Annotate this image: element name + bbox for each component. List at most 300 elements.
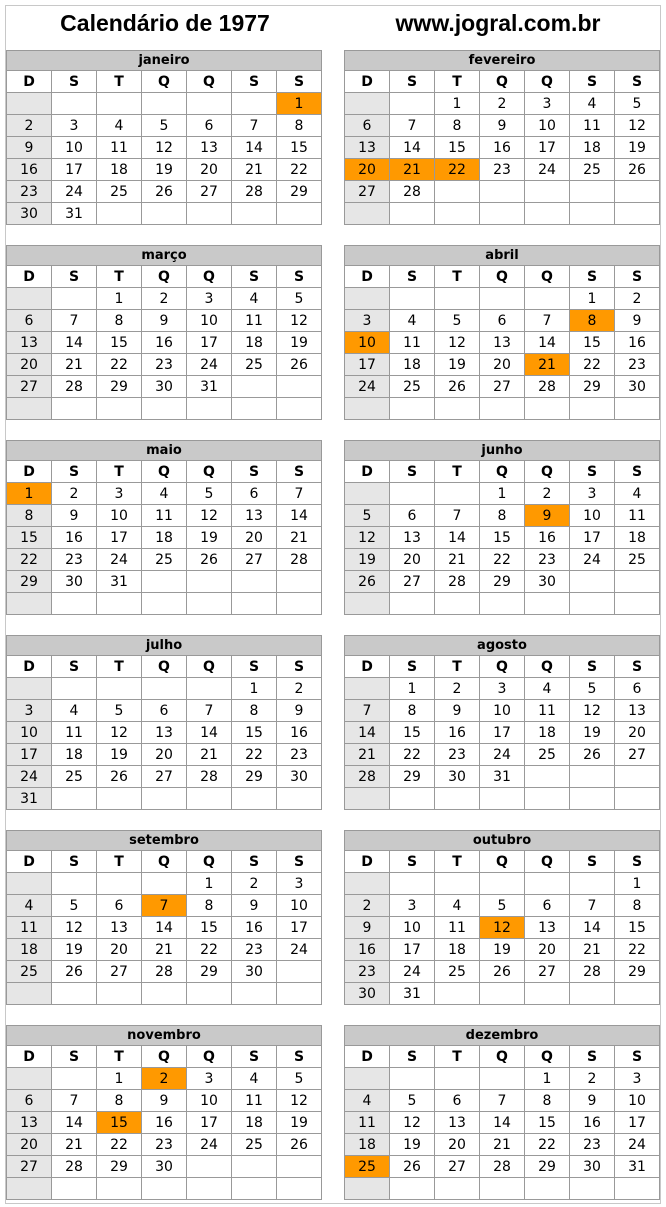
day-cell: 3 xyxy=(277,873,322,895)
day-cell: 21 xyxy=(232,159,277,181)
day-cell: 15 xyxy=(7,527,52,549)
site-url: www.jogral.com.br xyxy=(395,10,601,36)
week-row xyxy=(7,1112,322,1134)
weekday-label: D xyxy=(7,851,52,873)
weekday-label: Q xyxy=(525,851,570,873)
month-table xyxy=(6,1025,322,1200)
day-cell: 27 xyxy=(187,181,232,203)
week-row xyxy=(345,93,660,115)
day-cell: 7 xyxy=(480,1090,525,1112)
week-row xyxy=(345,288,660,310)
empty-day-cell xyxy=(97,398,142,420)
month-table xyxy=(344,50,660,225)
weekday-label: S xyxy=(52,851,97,873)
week-row xyxy=(345,917,660,939)
day-cell: 11 xyxy=(570,115,615,137)
day-cell: 3 xyxy=(187,1068,232,1090)
empty-day-cell xyxy=(480,181,525,203)
day-cell: 14 xyxy=(570,917,615,939)
empty-day-cell xyxy=(52,873,97,895)
empty-day-cell xyxy=(7,1178,52,1200)
empty-day-cell xyxy=(435,398,480,420)
day-cell: 24 xyxy=(480,744,525,766)
day-cell: 18 xyxy=(142,527,187,549)
weekday-label: D xyxy=(7,1046,52,1068)
day-cell: 5 xyxy=(615,93,660,115)
day-cell: 6 xyxy=(390,505,435,527)
day-cell: 9 xyxy=(277,700,322,722)
day-cell: 27 xyxy=(435,1156,480,1178)
day-cell: 1 xyxy=(97,1068,142,1090)
day-cell: 19 xyxy=(277,1112,322,1134)
holiday-day-cell: 21 xyxy=(525,354,570,376)
weekday-label: D xyxy=(345,461,390,483)
day-cell: 2 xyxy=(525,483,570,505)
day-cell: 25 xyxy=(525,744,570,766)
week-row xyxy=(345,354,660,376)
empty-day-cell xyxy=(615,571,660,593)
day-cell: 27 xyxy=(480,376,525,398)
empty-day-cell xyxy=(525,1178,570,1200)
day-cell: 7 xyxy=(570,895,615,917)
day-cell: 28 xyxy=(142,961,187,983)
day-cell: 5 xyxy=(435,310,480,332)
empty-day-cell xyxy=(525,203,570,225)
empty-day-cell xyxy=(97,203,142,225)
day-cell: 22 xyxy=(277,159,322,181)
empty-day-cell xyxy=(390,483,435,505)
empty-day-cell xyxy=(390,873,435,895)
weekday-label: T xyxy=(97,266,142,288)
week-row xyxy=(7,571,322,593)
empty-day-cell xyxy=(480,788,525,810)
weekday-label: S xyxy=(390,1046,435,1068)
day-cell: 18 xyxy=(7,939,52,961)
month-maio xyxy=(6,440,322,615)
day-cell: 28 xyxy=(187,766,232,788)
weekday-label: S xyxy=(232,851,277,873)
day-cell: 2 xyxy=(277,678,322,700)
week-row xyxy=(7,505,322,527)
empty-day-cell xyxy=(52,983,97,1005)
empty-day-cell xyxy=(7,288,52,310)
week-row xyxy=(7,1090,322,1112)
day-cell: 7 xyxy=(232,115,277,137)
empty-day-cell xyxy=(615,983,660,1005)
day-cell: 25 xyxy=(232,354,277,376)
weekday-label: S xyxy=(52,266,97,288)
empty-day-cell xyxy=(7,593,52,615)
day-cell: 7 xyxy=(277,483,322,505)
day-cell: 26 xyxy=(390,1156,435,1178)
day-cell: 7 xyxy=(525,310,570,332)
day-cell: 29 xyxy=(97,1156,142,1178)
day-cell: 4 xyxy=(570,93,615,115)
day-cell: 17 xyxy=(187,1112,232,1134)
day-cell: 28 xyxy=(480,1156,525,1178)
month-name: janeiro xyxy=(7,51,322,71)
day-cell: 22 xyxy=(7,549,52,571)
empty-day-cell xyxy=(345,288,390,310)
day-cell: 16 xyxy=(480,137,525,159)
empty-day-cell xyxy=(345,398,390,420)
week-row xyxy=(345,483,660,505)
empty-day-cell xyxy=(277,1156,322,1178)
day-cell: 15 xyxy=(277,137,322,159)
day-cell: 13 xyxy=(142,722,187,744)
day-cell: 16 xyxy=(232,917,277,939)
day-cell: 18 xyxy=(97,159,142,181)
day-cell: 16 xyxy=(142,1112,187,1134)
empty-day-cell xyxy=(390,288,435,310)
day-cell: 22 xyxy=(390,744,435,766)
day-cell: 4 xyxy=(525,678,570,700)
day-cell: 25 xyxy=(142,549,187,571)
day-cell: 4 xyxy=(345,1090,390,1112)
empty-day-cell xyxy=(390,1068,435,1090)
day-cell: 20 xyxy=(525,939,570,961)
day-cell: 22 xyxy=(570,354,615,376)
day-cell: 6 xyxy=(187,115,232,137)
empty-day-cell xyxy=(435,593,480,615)
day-cell: 15 xyxy=(232,722,277,744)
empty-day-cell xyxy=(525,181,570,203)
weekday-label: S xyxy=(232,71,277,93)
holiday-day-cell: 21 xyxy=(390,159,435,181)
month-name: julho xyxy=(7,636,322,656)
weekday-label: S xyxy=(52,656,97,678)
day-cell: 14 xyxy=(142,917,187,939)
empty-day-cell xyxy=(232,983,277,1005)
day-cell: 24 xyxy=(187,354,232,376)
weekday-label: S xyxy=(570,266,615,288)
empty-day-cell xyxy=(570,873,615,895)
day-cell: 22 xyxy=(480,549,525,571)
empty-day-cell xyxy=(390,788,435,810)
day-cell: 22 xyxy=(97,1134,142,1156)
weekday-label: S xyxy=(390,266,435,288)
day-cell: 12 xyxy=(615,115,660,137)
weekday-label: Q xyxy=(142,1046,187,1068)
day-cell: 5 xyxy=(277,1068,322,1090)
week-row xyxy=(7,678,322,700)
month-name: abril xyxy=(345,246,660,266)
week-row xyxy=(7,766,322,788)
day-cell: 2 xyxy=(7,115,52,137)
day-cell: 19 xyxy=(570,722,615,744)
day-cell: 29 xyxy=(390,766,435,788)
month-table xyxy=(6,440,322,615)
month-junho xyxy=(344,440,660,615)
weekday-label: D xyxy=(7,71,52,93)
day-cell: 1 xyxy=(390,678,435,700)
weekday-label: S xyxy=(615,1046,660,1068)
holiday-day-cell: 8 xyxy=(570,310,615,332)
day-cell: 7 xyxy=(345,700,390,722)
day-cell: 28 xyxy=(435,571,480,593)
day-cell: 28 xyxy=(570,961,615,983)
week-row xyxy=(345,895,660,917)
holiday-day-cell: 25 xyxy=(345,1156,390,1178)
week-row xyxy=(345,766,660,788)
empty-day-cell xyxy=(480,983,525,1005)
week-row xyxy=(7,983,322,1005)
empty-day-cell xyxy=(570,1178,615,1200)
weekday-label: T xyxy=(435,851,480,873)
day-cell: 9 xyxy=(435,700,480,722)
day-cell: 13 xyxy=(390,527,435,549)
day-cell: 24 xyxy=(187,1134,232,1156)
weekday-label: S xyxy=(390,851,435,873)
day-cell: 13 xyxy=(97,917,142,939)
day-cell: 19 xyxy=(142,159,187,181)
empty-day-cell xyxy=(187,678,232,700)
weekday-label: S xyxy=(277,71,322,93)
week-row xyxy=(345,310,660,332)
day-cell: 30 xyxy=(345,983,390,1005)
day-cell: 24 xyxy=(525,159,570,181)
empty-day-cell xyxy=(277,376,322,398)
day-cell: 6 xyxy=(232,483,277,505)
day-cell: 3 xyxy=(390,895,435,917)
weekday-label: T xyxy=(97,1046,142,1068)
day-cell: 25 xyxy=(97,181,142,203)
day-cell: 5 xyxy=(142,115,187,137)
empty-day-cell xyxy=(97,983,142,1005)
week-row xyxy=(7,203,322,225)
empty-day-cell xyxy=(232,1156,277,1178)
day-cell: 4 xyxy=(7,895,52,917)
week-row xyxy=(345,159,660,181)
day-cell: 7 xyxy=(52,310,97,332)
week-row xyxy=(7,376,322,398)
weekday-label: Q xyxy=(187,1046,232,1068)
day-cell: 29 xyxy=(615,961,660,983)
day-cell: 16 xyxy=(435,722,480,744)
day-cell: 29 xyxy=(7,571,52,593)
day-cell: 9 xyxy=(232,895,277,917)
day-cell: 14 xyxy=(525,332,570,354)
weekday-label: S xyxy=(390,461,435,483)
weekday-label: Q xyxy=(187,656,232,678)
weekday-label: T xyxy=(435,656,480,678)
day-cell: 8 xyxy=(615,895,660,917)
day-cell: 10 xyxy=(480,700,525,722)
week-row xyxy=(345,1112,660,1134)
day-cell: 26 xyxy=(345,571,390,593)
day-cell: 21 xyxy=(277,527,322,549)
day-cell: 26 xyxy=(277,354,322,376)
day-cell: 30 xyxy=(277,766,322,788)
day-cell: 17 xyxy=(570,527,615,549)
day-cell: 13 xyxy=(480,332,525,354)
day-cell: 16 xyxy=(142,332,187,354)
empty-day-cell xyxy=(277,593,322,615)
week-row xyxy=(7,961,322,983)
day-cell: 17 xyxy=(390,939,435,961)
empty-day-cell xyxy=(187,1178,232,1200)
day-cell: 8 xyxy=(187,895,232,917)
day-cell: 4 xyxy=(142,483,187,505)
empty-day-cell xyxy=(187,593,232,615)
weekday-label: T xyxy=(435,71,480,93)
empty-day-cell xyxy=(97,1178,142,1200)
day-cell: 16 xyxy=(570,1112,615,1134)
day-cell: 15 xyxy=(615,917,660,939)
day-cell: 18 xyxy=(345,1134,390,1156)
empty-day-cell xyxy=(345,1068,390,1090)
day-cell: 15 xyxy=(525,1112,570,1134)
day-cell: 13 xyxy=(345,137,390,159)
day-cell: 11 xyxy=(345,1112,390,1134)
weekday-label: T xyxy=(435,1046,480,1068)
day-cell: 15 xyxy=(390,722,435,744)
day-cell: 12 xyxy=(52,917,97,939)
empty-day-cell xyxy=(480,1178,525,1200)
day-cell: 8 xyxy=(390,700,435,722)
day-cell: 10 xyxy=(525,115,570,137)
day-cell: 29 xyxy=(525,1156,570,1178)
day-cell: 13 xyxy=(7,1112,52,1134)
day-cell: 8 xyxy=(435,115,480,137)
week-row xyxy=(345,700,660,722)
weekday-label: T xyxy=(435,461,480,483)
empty-day-cell xyxy=(345,203,390,225)
day-cell: 19 xyxy=(390,1134,435,1156)
month-name: novembro xyxy=(7,1026,322,1046)
empty-day-cell xyxy=(615,398,660,420)
month-table xyxy=(344,830,660,1005)
empty-day-cell xyxy=(277,571,322,593)
weekday-label: Q xyxy=(480,266,525,288)
day-cell: 3 xyxy=(187,288,232,310)
week-row xyxy=(7,310,322,332)
week-row xyxy=(345,137,660,159)
empty-day-cell xyxy=(615,788,660,810)
day-cell: 11 xyxy=(142,505,187,527)
month-table xyxy=(344,440,660,615)
day-cell: 29 xyxy=(187,961,232,983)
empty-day-cell xyxy=(232,593,277,615)
week-row xyxy=(345,203,660,225)
week-row xyxy=(345,788,660,810)
weekday-label: Q xyxy=(525,656,570,678)
day-cell: 1 xyxy=(615,873,660,895)
empty-day-cell xyxy=(390,398,435,420)
empty-day-cell xyxy=(187,398,232,420)
day-cell: 18 xyxy=(52,744,97,766)
empty-day-cell xyxy=(345,93,390,115)
empty-day-cell xyxy=(187,93,232,115)
day-cell: 10 xyxy=(187,310,232,332)
day-cell: 15 xyxy=(435,137,480,159)
empty-day-cell xyxy=(232,788,277,810)
day-cell: 20 xyxy=(435,1134,480,1156)
day-cell: 26 xyxy=(277,1134,322,1156)
weekday-label: Q xyxy=(187,266,232,288)
day-cell: 7 xyxy=(435,505,480,527)
month-name: setembro xyxy=(7,831,322,851)
empty-day-cell xyxy=(525,288,570,310)
day-cell: 18 xyxy=(390,354,435,376)
holiday-day-cell: 15 xyxy=(97,1112,142,1134)
day-cell: 12 xyxy=(435,332,480,354)
weekday-label: T xyxy=(435,266,480,288)
day-cell: 28 xyxy=(277,549,322,571)
weekday-label: Q xyxy=(187,71,232,93)
week-row xyxy=(345,549,660,571)
week-row xyxy=(7,549,322,571)
empty-day-cell xyxy=(232,203,277,225)
empty-day-cell xyxy=(570,181,615,203)
day-cell: 19 xyxy=(97,744,142,766)
empty-day-cell xyxy=(187,1156,232,1178)
day-cell: 3 xyxy=(615,1068,660,1090)
day-cell: 12 xyxy=(570,700,615,722)
day-cell: 2 xyxy=(142,288,187,310)
empty-day-cell xyxy=(480,1068,525,1090)
empty-day-cell xyxy=(435,288,480,310)
empty-day-cell xyxy=(277,398,322,420)
day-cell: 21 xyxy=(570,939,615,961)
weekday-label: D xyxy=(345,71,390,93)
empty-day-cell xyxy=(142,203,187,225)
day-cell: 14 xyxy=(345,722,390,744)
day-cell: 26 xyxy=(97,766,142,788)
month-table xyxy=(6,830,322,1005)
empty-day-cell xyxy=(390,203,435,225)
day-cell: 31 xyxy=(187,376,232,398)
day-cell: 3 xyxy=(525,93,570,115)
empty-day-cell xyxy=(232,571,277,593)
day-cell: 27 xyxy=(7,1156,52,1178)
day-cell: 20 xyxy=(7,1134,52,1156)
empty-day-cell xyxy=(187,983,232,1005)
day-cell: 14 xyxy=(232,137,277,159)
day-cell: 15 xyxy=(97,332,142,354)
empty-day-cell xyxy=(97,678,142,700)
holiday-day-cell: 22 xyxy=(435,159,480,181)
day-cell: 26 xyxy=(480,961,525,983)
day-cell: 1 xyxy=(480,483,525,505)
weekday-label: Q xyxy=(480,1046,525,1068)
day-cell: 8 xyxy=(7,505,52,527)
day-cell: 30 xyxy=(435,766,480,788)
week-row xyxy=(345,983,660,1005)
day-cell: 6 xyxy=(525,895,570,917)
month-table xyxy=(6,50,322,225)
day-cell: 6 xyxy=(97,895,142,917)
day-cell: 6 xyxy=(142,700,187,722)
weekday-label: D xyxy=(345,1046,390,1068)
day-cell: 27 xyxy=(7,376,52,398)
empty-day-cell xyxy=(277,961,322,983)
empty-day-cell xyxy=(97,873,142,895)
day-cell: 22 xyxy=(232,744,277,766)
empty-day-cell xyxy=(142,93,187,115)
day-cell: 9 xyxy=(142,310,187,332)
day-cell: 25 xyxy=(52,766,97,788)
empty-day-cell xyxy=(142,873,187,895)
day-cell: 20 xyxy=(615,722,660,744)
week-row xyxy=(345,1090,660,1112)
day-cell: 15 xyxy=(187,917,232,939)
weekday-label: Q xyxy=(480,656,525,678)
month-name: dezembro xyxy=(345,1026,660,1046)
empty-day-cell xyxy=(525,873,570,895)
day-cell: 1 xyxy=(525,1068,570,1090)
day-cell: 12 xyxy=(187,505,232,527)
